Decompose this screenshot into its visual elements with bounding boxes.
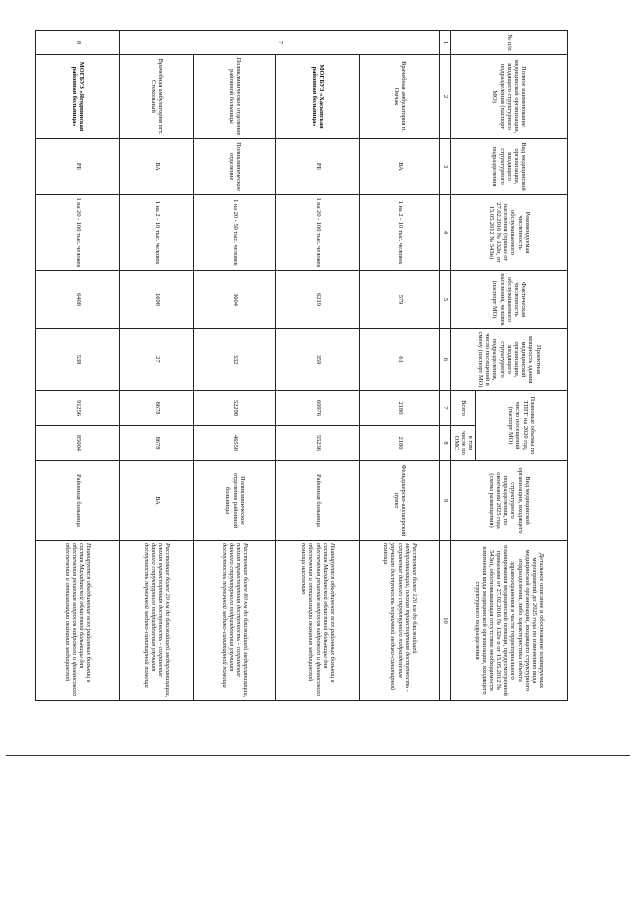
org-type-cell: ВА <box>360 139 440 195</box>
capacity-cell: 332 <box>194 329 276 391</box>
column-number: 4 <box>440 195 451 271</box>
row-number: 7 <box>120 31 440 55</box>
column-number: 6 <box>440 329 451 391</box>
column-number: 3 <box>440 139 451 195</box>
column-number: 5 <box>440 271 451 329</box>
actual-population-cell: 3604 <box>194 271 276 329</box>
oms-visits-cell: 85004 <box>36 426 120 461</box>
recommended-population-cell: 1 на 20 - 100 тыс. человек <box>276 195 360 271</box>
future-type-cell: Фельдшерско-акушерский пункт <box>360 461 440 541</box>
description-cell: Планируется объединение всех районных больниц в состав Магаданской областной больницы для обеспечения решения вопросов кадрового и финансового обеспечения и оптимизации оказания медицинской <box>36 541 120 701</box>
column-number: 2 <box>440 55 451 139</box>
column-number-row <box>440 31 451 701</box>
oms-visits-cell: 2180 <box>360 426 440 461</box>
column-number: 1 <box>440 31 451 55</box>
actual-population-cell: 1698 <box>120 271 194 329</box>
page-divider-line <box>6 755 630 756</box>
column-number: 8 <box>440 426 451 461</box>
org-type-cell: Поликлиническое отделение <box>194 139 276 195</box>
oms-visits-cell: 46558 <box>194 426 276 461</box>
actual-population-cell: 579 <box>360 271 440 329</box>
future-type-cell: Районная больница <box>276 461 360 541</box>
org-name-cell: МОГБУЗ «Ягоднинская районная больница» <box>36 55 120 139</box>
table-row <box>276 31 360 701</box>
description-cell: Расстояние более 80 км до ближайшей медорганизации, плохая транспортная доступность - сохранение данного структурного подразделения улучшит доступность первичной медико-санитарной помощи <box>194 541 276 701</box>
org-type-cell: РБ <box>36 139 120 195</box>
org-name-cell: МОГБУЗ «Хасынская районная больница» <box>276 55 360 139</box>
description-cell: Расстояние более 20 км до ближайшей медорганизации, плохая транспортная доступность - сохранение данного структурного подразделения улучшит доступность первичной медико-санитарной помощи <box>120 541 194 701</box>
future-type-cell: Поликлиническое отделение районной больницы <box>194 461 276 541</box>
description-cell: Планируется объединение всех районных больниц в состав Магаданской областной больницы для обеспечения решения вопросов кадрового и финансового обеспечения и оптимизации оказания медицинской помощи населению <box>276 541 360 701</box>
header-future-type: Вид медицинской организации, входящего структурного подразделения, по окончании 2025 года (схема размещения) <box>451 461 568 541</box>
header-number: № п/п <box>451 31 568 55</box>
row-number: 8 <box>36 31 120 55</box>
recommended-population-cell: 1 на 2 - 10 тыс. человек <box>120 195 194 271</box>
column-number: 10 <box>440 541 451 701</box>
column-number: 7 <box>440 391 451 426</box>
total-visits-cell: 2180 <box>360 391 440 426</box>
total-visits-cell: 8678 <box>120 391 194 426</box>
header-capacity: Проектная мощность здания медицинской организации, входящего структурного подразделения, число посещений в смену (паспорт МО) <box>451 329 568 391</box>
org-name-cell: Врачебная амбулатория п. Омчак <box>360 55 440 139</box>
header-recommended-population: Рекомендуемая численность обслуживаемого населения (приказ от 27.02.2016 № 132н, от 15.05.2012 № 543н) <box>451 195 568 271</box>
actual-population-cell: 6219 <box>276 271 360 329</box>
header-org-type: Вид медицинской организации, входящего структурного подразделения <box>451 139 568 195</box>
table-row <box>120 31 194 701</box>
actual-population-cell: 6408 <box>36 271 120 329</box>
capacity-cell: 61 <box>360 329 440 391</box>
org-name-cell: Врачебная амбулатория пгт. Стекольный <box>120 55 194 139</box>
capacity-cell: 359 <box>276 329 360 391</box>
plan-table <box>35 30 568 701</box>
total-visits-cell: 91256 <box>36 391 120 426</box>
description-cell: Расстояние более 120 км до ближайшей медорганизации, плохая транспортная доступность - сохранение данного структурного подразделения улучшит доступность первичной медико-санитарной помощи <box>360 541 440 701</box>
recommended-population-cell: 1 на 20 - 50 тыс. человек <box>194 195 276 271</box>
table-row <box>360 31 440 701</box>
org-type-cell: РБ <box>276 139 360 195</box>
header-row-1 <box>476 31 568 701</box>
table-row <box>194 31 276 701</box>
oms-visits-cell: 55236 <box>276 426 360 461</box>
header-description: Детальное описание и обоснование планируемых мероприятий до 2025 года по изменению вида медицинской организации, входящего структурного подразделения, либо характеристика объекта здравоохранения в части территориального планирования медицинской помощи, предусмотренной приказами от 27.02.2016 № 132н и от 15.05.2012 № 543н), обосновывающая отсутствие необходимости изменения вида медицинской организации, входящего структурного подразделения <box>451 541 568 701</box>
header-org-name: Полное наименование медицинской организации, входящего структурного подразделения (паспорт МО) <box>451 55 568 139</box>
future-type-cell: ВА <box>120 461 194 541</box>
total-visits-cell: 52298 <box>194 391 276 426</box>
org-type-cell: ВА <box>120 139 194 195</box>
column-number: 9 <box>440 461 451 541</box>
header-oms: в том числе по ОМС <box>451 426 476 461</box>
rotated-table-wrapper <box>38 30 568 700</box>
table-row <box>36 31 120 701</box>
total-visits-cell: 60976 <box>276 391 360 426</box>
org-name-cell: Поликлиническое отделение районной больницы <box>194 55 276 139</box>
capacity-cell: 538 <box>36 329 120 391</box>
header-actual-population: Фактическая численность обслуживаемого населения, человек (паспорт МО) <box>451 271 568 329</box>
capacity-cell: 27 <box>120 329 194 391</box>
header-planned-volumes: Плановые объемы по ТПГГ на 2020 год, число посещений (паспорт МО) <box>476 391 568 461</box>
recommended-population-cell: 1 на 20 - 100 тыс. человек <box>36 195 120 271</box>
header-total: Всего <box>451 391 476 426</box>
recommended-population-cell: 1 на 2 - 10 тыс. человек <box>360 195 440 271</box>
oms-visits-cell: 8678 <box>120 426 194 461</box>
future-type-cell: Районная больница <box>36 461 120 541</box>
